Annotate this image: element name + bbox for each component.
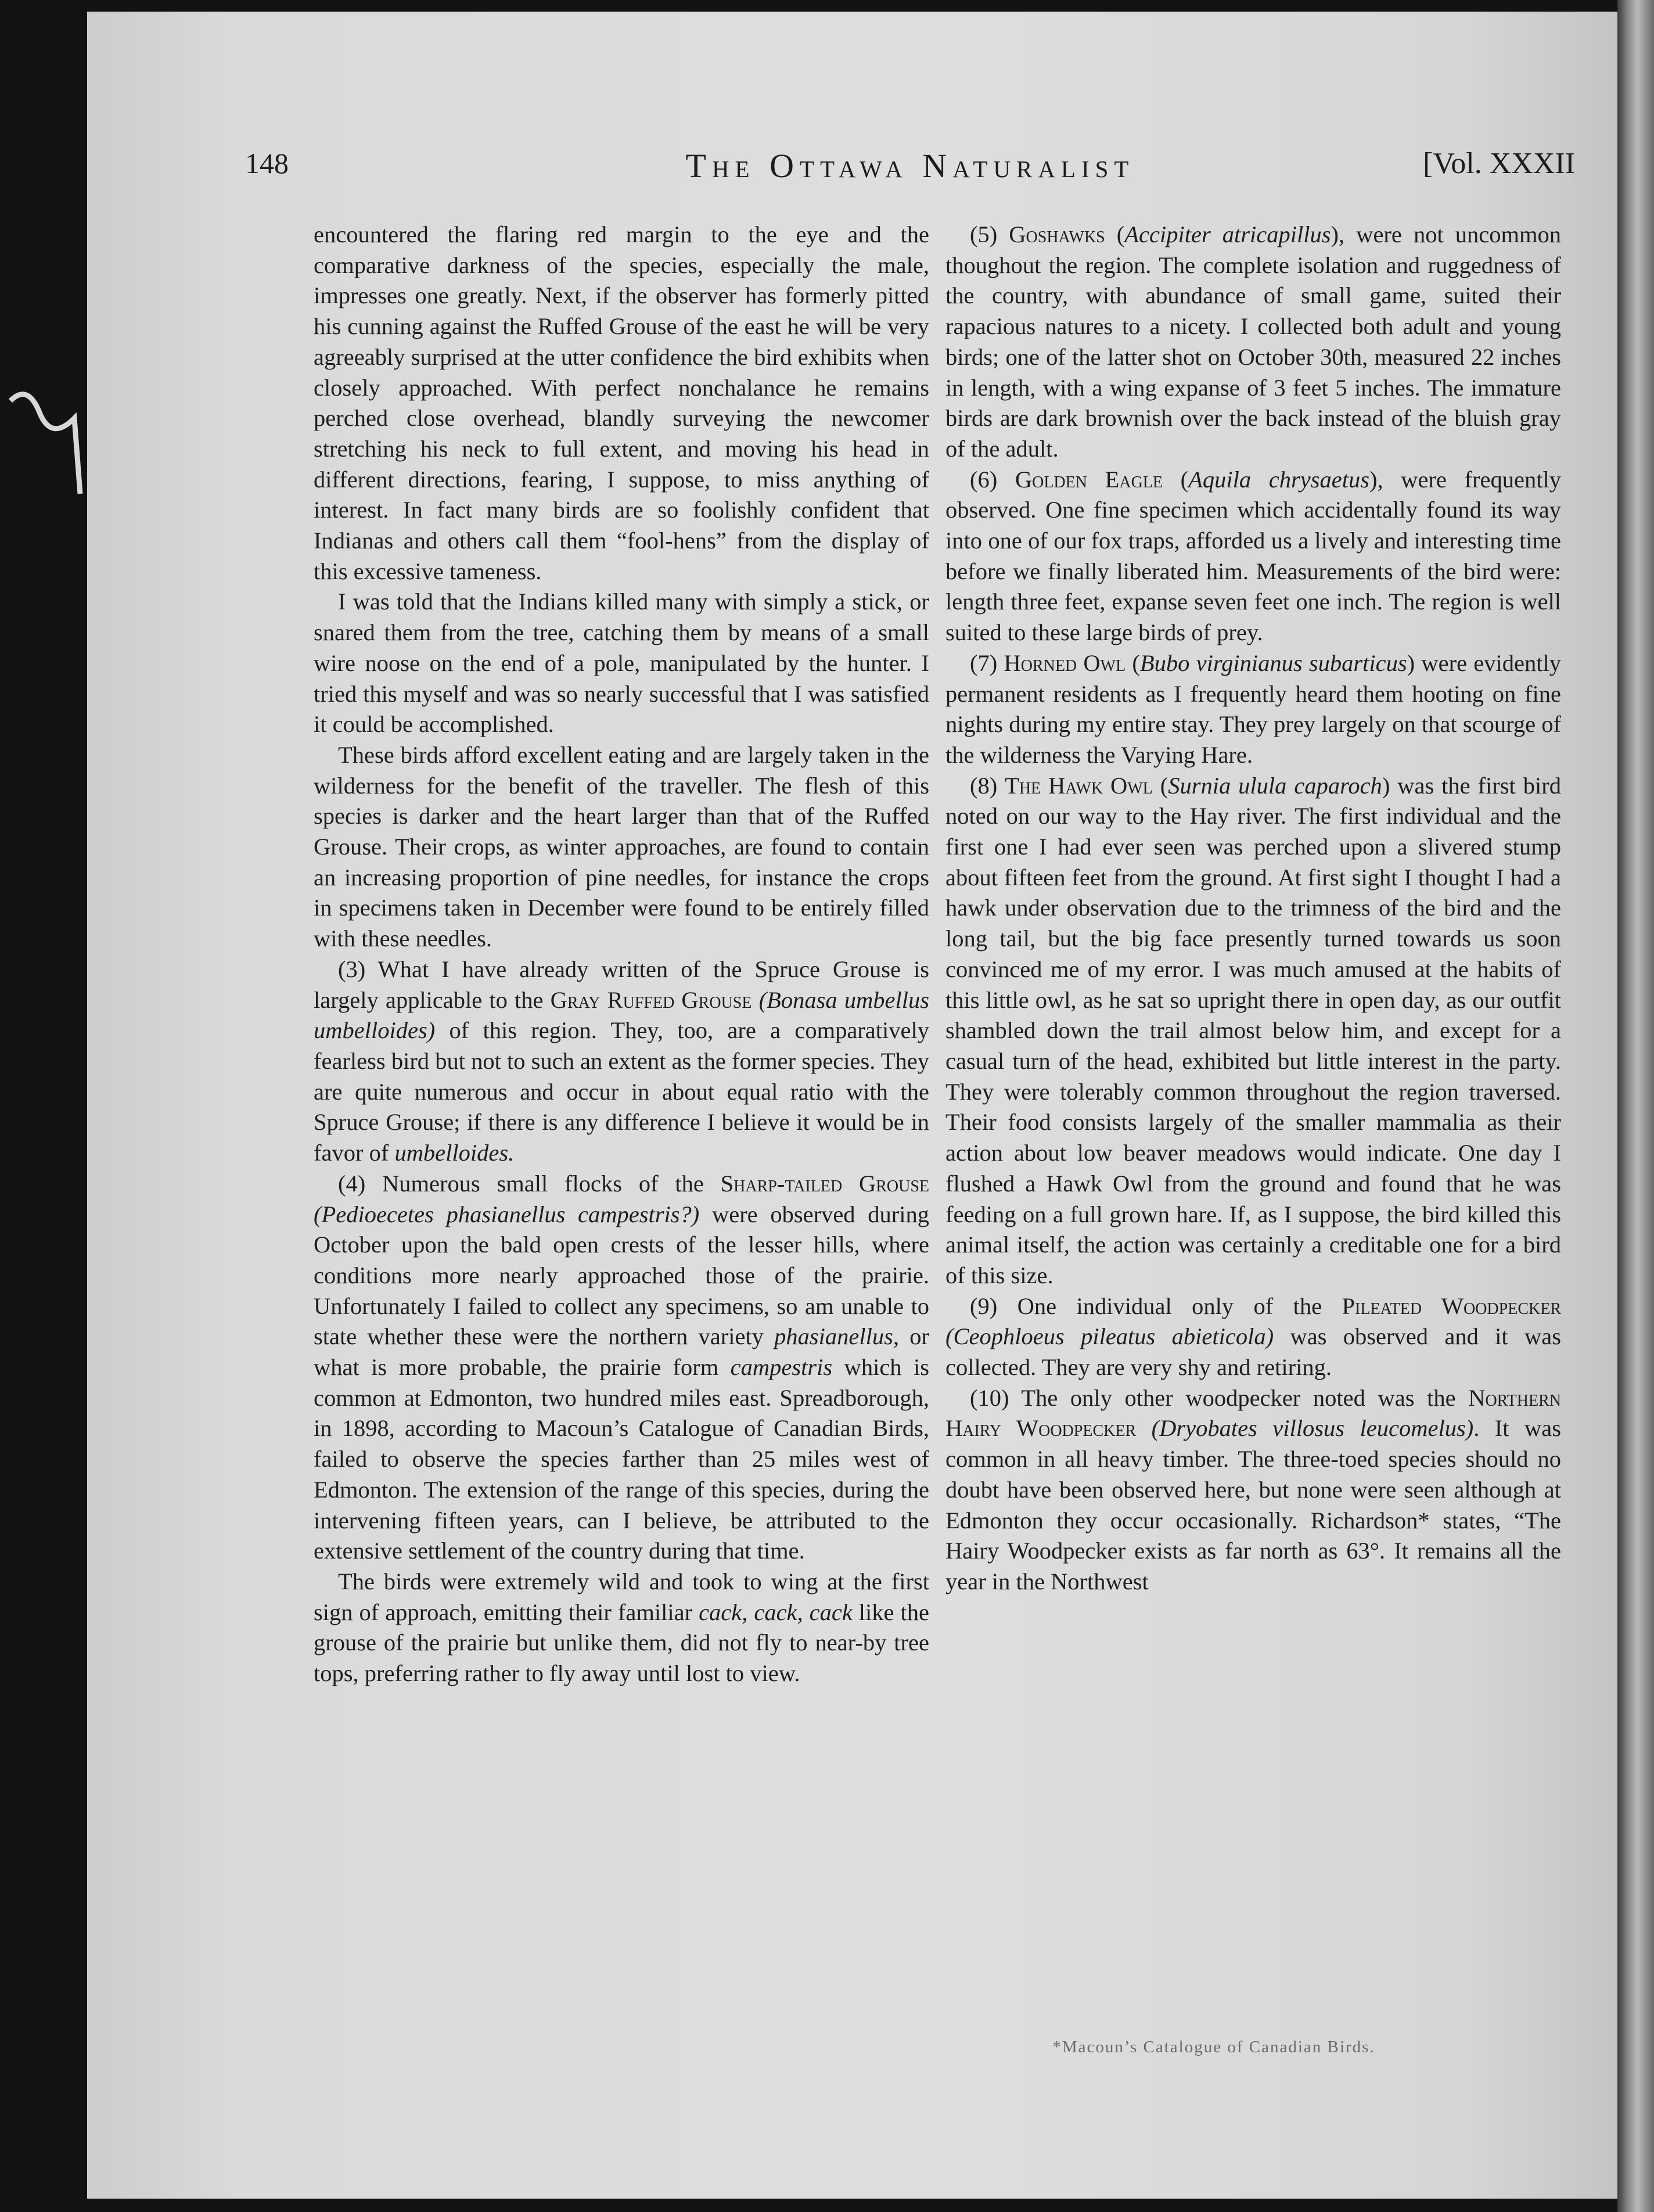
margin-scribble [5, 378, 86, 505]
running-head [245, 146, 1575, 199]
scientific-name: (Bonasa umbellus umbelloides) [314, 986, 929, 1044]
paragraph: (8) The Hawk Owl (Surnia ulula caparoch) was the first bird noted on our way to the Hay river. The first individual and the first one I had ever seen was perched upon a slivered stump about fifteen feet from the ground. At first sight I thought I had a hawk under observation due to the trimness of the bird and the long tail, but the big face presently turned towards us soon convinced me of my error. I was much amused at the habits of this little owl, as he sat so upright there in open day, as our outfit shambled down the trail almost below him, and except for a casual turn of the head, exhibited but little interest in the party. They were tolerably common throughout the region traversed. Their food consists largely of the smaller mammalia as their action about low beaver meadows would indicate. One day I flushed a Hawk Owl from the ground and found that he was feeding on a full grown hare. If, as I suppose, the bird killed this animal itself, the action was certainly a creditable one for a bird of this size. [945, 772, 1561, 1288]
scientific-name: (Dryobates villosus leucomelus) [1151, 1415, 1474, 1442]
right-column [945, 220, 1561, 1597]
paragraph: (7) Horned Owl (Bubo virginianus subarticus) were evidently permanent residents as I frequently heard them hooting on fine nights during my entire stay. They prey largely on that scourge of the wilderness the Varying Hare. [945, 649, 1561, 768]
species-name: Gray Ruffed Grouse [550, 986, 752, 1013]
paragraph: (5) Goshawks (Accipiter atricapillus), were not uncommon thoughout the region. The complete isolation and ruggedness of the country, with abundance of small game, suited their rapacious natures to a nicety. I collected both adult and young birds; one of the latter shot on October 30th, measured 22 inches in length, with a wing expanse of 3 feet 5 inches. The immature birds are dark brownish over the back instead of the bluish gray of the adult. [945, 221, 1561, 462]
paragraph: (10) The only other woodpecker noted was the Northern Hairy Woodpecker (Dryobates villosus leucomelus). It was common in all heavy timber. The three-toed species should no doubt have been observed here, but none were seen although at Edmonton they occur occasionally. Richardson* states, “The Hairy Woodpecker exists as far north as 63°. It remains all the year in the Northwest [945, 1384, 1561, 1595]
species-name: Horned Owl [1004, 649, 1126, 676]
scientific-name: umbelloides. [394, 1140, 515, 1166]
scientific-name: (Ceophloeus pileatus abieticola) [945, 1323, 1274, 1350]
species-name: Sharp-tailed Grouse [720, 1170, 929, 1197]
paragraph: The birds were extremely wild and took to wing at the first sign of approach, emitting their familiar cack, cack, cack like the grouse of the prairie but unlike them, did not fly to near-by tree tops, preferring rather to fly away until lost to view. [314, 1568, 929, 1687]
species-name: Northern Hairy Woodpecker [945, 1384, 1561, 1442]
species-name: Golden Eagle [1015, 466, 1163, 493]
book-spine [1617, 0, 1654, 2212]
paragraph: (4) Numerous small flocks of the Sharp-tailed Grouse (Pedioecetes phasianellus campestris?) were observed during October upon the bald open crests of the lesser hills, where conditions more nearly approached those of the prairie. Unfortunately I failed to collect any specimens, so am unable to state whether these were the northern variety phasianellus, or what is more probable, the prairie form campestris which is common at Edmonton, two hundred miles east. Spreadborough, in 1898, according to Macoun’s Catalogue of Canadian Birds, failed to observe the species farther than 25 miles west of Edmonton. The extension of the range of this species, during the intervening fifteen years, can I believe, be attributed to the extensive settlement of the country during that time. [314, 1170, 929, 1564]
left-column [314, 220, 929, 1689]
paragraph: (9) One individual only of the Pileated Woodpecker (Ceophloeus pileatus abieticola) was observed and it was collected. They are very shy and retiring. [945, 1292, 1561, 1381]
scientific-name: Accipiter atricapillus [1124, 221, 1331, 247]
paragraph: I was told that the Indians killed many with simply a stick, or snared them from the tree, catching them by means of a small wire noose on the end of a pole, manipulated by the hunter. I tried this myself and was so nearly successful that I was satisfied it could be accomplished. [314, 588, 929, 738]
volume-label: [Vol. XXXII [1423, 147, 1575, 180]
scientific-name: Bubo virginianus subarticus [1139, 649, 1407, 676]
scanned-page [87, 12, 1617, 2199]
scientific-name: Aquila chrysaetus [1188, 466, 1369, 493]
footnote: *Macoun’s Catalogue of Canadian Birds. [1052, 2038, 1375, 2056]
species-name: Pileated Woodpecker [1342, 1292, 1561, 1319]
journal-title: The Ottawa Naturalist [685, 147, 1135, 185]
scientific-name: (Pedioecetes phasianellus campestris?) [314, 1201, 700, 1227]
bird-call: cack, cack, cack [699, 1599, 853, 1625]
paragraph: These birds afford excellent eating and are largely taken in the wilderness for the benefit of the traveller. The flesh of this species is darker and the heart larger than that of the Ruffed Grouse. Their crops, as winter approaches, are found to contain an increasing proportion of pine needles, for instance the crops in specimens taken in December were found to be entirely filled with these needles. [314, 741, 929, 952]
paragraph: encountered the flaring red margin to the eye and the comparative darkness of the species, especially the male, impresses one greatly. Next, if the observer has formerly pitted his cunning against the Ruffed Grouse of the east he will be very agreeably surprised at the utter confidence the bird exhibits when closely approached. With perfect nonchalance he remains perched close overhead, blandly surveying the newcomer stretching his neck to full extent, and moving his head in different directions, fearing, I suppose, to miss anything of interest. In fact many birds are so foolishly confident that Indianas and others call them “fool-hens” from the display of this excessive tameness. [314, 221, 929, 584]
paragraph: (6) Golden Eagle (Aquila chrysaetus), were frequently observed. One fine specimen which accidentally found its way into one of our fox traps, afforded us a lively and interesting time before we finally liberated him. Measurements of the bird were: length three feet, expanse seven feet one inch. The region is well suited to these large birds of prey. [945, 466, 1561, 646]
scientific-name: Surnia ulula caparoch [1168, 772, 1382, 799]
scientific-name: phasianellus, [774, 1323, 900, 1350]
species-name: The Hawk Owl [1005, 772, 1153, 799]
paragraph: (3) What I have already written of the Spruce Grouse is largely applicable to the Gray Ruffed Grouse (Bonasa umbellus umbelloides) of this region. They, too, are a comparatively fearless bird but not to such an extent as the former species. They are quite numerous and occur in about equal ratio with the Spruce Grouse; if there is any difference I believe it would be in favor of umbelloides. [314, 956, 929, 1166]
species-name: Goshawks [1009, 221, 1105, 247]
page-number: 148 [245, 147, 289, 179]
scientific-name: campestris [730, 1354, 833, 1381]
